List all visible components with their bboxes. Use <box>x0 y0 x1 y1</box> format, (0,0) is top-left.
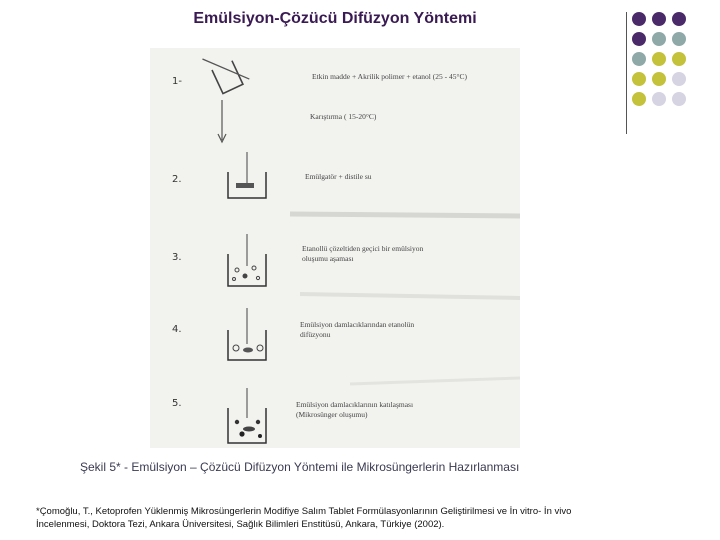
decorative-dot <box>652 32 666 46</box>
step-1-number: 1- <box>172 76 182 87</box>
figure-caption: Şekil 5* - Emülsiyon – Çözücü Difüzyon Yöntemi ile Mikrosüngerlerin Hazırlanması <box>80 460 520 474</box>
decorative-dot <box>652 12 666 26</box>
step-2-text: Emülgatör + distile su <box>305 172 372 181</box>
step-4-number: 4. <box>172 324 182 335</box>
decorative-dot <box>632 92 646 106</box>
method-diagram <box>150 48 520 448</box>
step-5-subtext: (Mikrosünger oluşumu) <box>296 410 368 419</box>
beaker-4-icon <box>228 308 266 360</box>
slide-title: Emülsiyon-Çözücü Difüzyon Yöntemi <box>193 10 477 27</box>
step-3-number: 3. <box>172 252 182 263</box>
beaker-5-icon <box>228 388 266 443</box>
step-3-subtext: oluşumu aşaması <box>302 254 354 263</box>
step-4-subtext: difüzyonu <box>300 330 331 339</box>
decorative-dot <box>672 72 686 86</box>
decorative-dot <box>632 32 646 46</box>
decorative-dot <box>652 72 666 86</box>
step-3-text: Etanollü çözeltiden geçici bir emülsiyon <box>302 244 424 253</box>
step-4-text: Emülsiyon damlacıklarından etanolün <box>300 320 415 329</box>
decorative-dot <box>672 92 686 106</box>
divider-line <box>626 12 627 134</box>
decorative-dot <box>632 12 646 26</box>
step-2-number: 2. <box>172 174 182 185</box>
beaker-2-icon <box>228 152 266 198</box>
decorative-dot <box>652 52 666 66</box>
decorative-dot-grid <box>632 12 720 122</box>
step-1-text: Etkin madde + Akrilik polimer + etanol (25 - 45°C) <box>312 72 467 81</box>
decorative-dot <box>672 32 686 46</box>
decorative-dot <box>632 52 646 66</box>
step-5-text: Emülsiyon damlacıklarının katılaşması <box>296 400 414 409</box>
footnote-line-1: *Çomoğlu, T., Ketoprofen Yüklenmiş Mikrosüngerlerin Modifiye Salım Tablet Formülasyonlarının Geliştirilmesi ve İn vitro- İn vivo <box>36 506 572 517</box>
decorative-dot <box>672 12 686 26</box>
footnote-line-2: İncelenmesi, Doktora Tezi, Ankara Üniversitesi, Sağlık Bilimleri Enstitüsü, Ankara, Türkiye (2002). <box>36 518 445 530</box>
tilted-beaker-icon <box>202 48 250 95</box>
reference-footnote <box>36 506 686 532</box>
step-5-number: 5. <box>172 398 182 409</box>
step-1-subtext: Karıştırma ( 15-20°C) <box>310 112 377 121</box>
decorative-dot <box>652 92 666 106</box>
beaker-3-icon <box>228 234 266 286</box>
decorative-dot <box>672 52 686 66</box>
decorative-dot <box>632 72 646 86</box>
